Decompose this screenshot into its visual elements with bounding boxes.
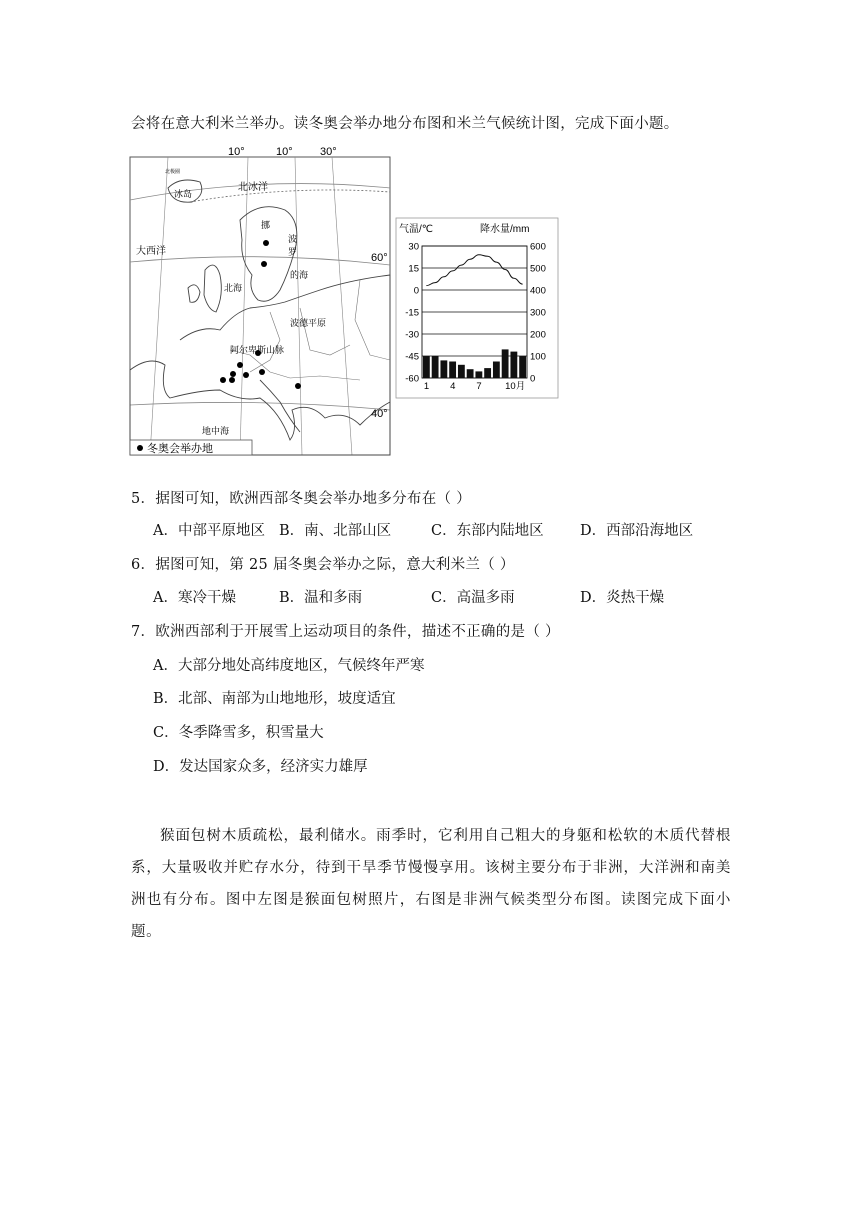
question-5-stem: 5．据图可知，欧洲西部冬奥会举办地多分布在（ ） (131, 491, 472, 507)
precip-tick-label: 600 (530, 241, 546, 253)
map-label-baltic: 的海 (290, 270, 309, 280)
precipitation-bar (484, 368, 491, 378)
question-5-option-d[interactable]: D．西部沿海地区 (580, 523, 694, 539)
lat-label: 40° (371, 408, 388, 420)
baobab-passage: 猴面包树木质疏松，最利储水。雨季时，它利用自己粗大的身躯和松软的木质代替根系，大量吸收并贮存水分，待到干旱季节慢慢享用。该树主要分布于非洲，大洋洲和南美洲也有分布。图中左图是猴面包树照片，右图是非洲气候类型分布图。读图完成下面小题。 (131, 828, 731, 940)
map-label-polish-plain: 波德平原 (290, 318, 327, 328)
question-6-option-b[interactable]: B．温和多雨 (279, 590, 363, 606)
question-5-option-c[interactable]: C．东部内陆地区 (431, 523, 544, 539)
question-6-option-d[interactable]: D．炎热干燥 (580, 590, 665, 606)
question-7-option-b[interactable]: B．北部、南部为山地地形，坡度适宜 (153, 691, 396, 707)
intro-line: 会将在意大利米兰举办。读冬奥会举办地分布图和米兰气候统计图，完成下面小题。 (131, 116, 679, 132)
x-tick-label: 10月 (505, 381, 526, 392)
precip-tick-label: 100 (530, 351, 546, 363)
precipitation-bar (493, 362, 500, 379)
question-7-option-a[interactable]: A．大部分地处高纬度地区，气候终年严寒 (153, 658, 425, 674)
precip-tick-label: 500 (530, 263, 546, 275)
milan-climate-chart (396, 218, 558, 398)
host-site-dot (259, 369, 265, 375)
question-6-option-a[interactable]: A．寒冷干燥 (153, 590, 236, 606)
precipitation-bar (449, 362, 456, 379)
temp-tick-label: 15 (408, 263, 419, 275)
host-site-dot (229, 377, 235, 383)
map-label-arctic-ocean: 北冰洋 (238, 182, 268, 193)
temp-tick-label: 0 (413, 285, 419, 297)
map-label-alps: 阿尔卑斯山脉 (230, 345, 285, 355)
europe-map (130, 146, 390, 455)
question-5-option-a[interactable]: A．中部平原地区 (153, 523, 265, 539)
precipitation-bar (432, 356, 439, 378)
host-site-dot (220, 377, 226, 383)
lat-label: 60° (371, 252, 388, 264)
legend-dot (137, 445, 143, 451)
precipitation-bar (458, 365, 465, 378)
host-site-dot (261, 261, 267, 267)
precipitation-bar (510, 352, 517, 378)
map-label-baltic: 波 (288, 234, 298, 244)
map-label-norway: 挪 (261, 220, 271, 230)
precip-tick-label: 300 (530, 307, 546, 319)
map-label-iceland: 冰岛 (174, 189, 193, 199)
x-tick-label: 1 (423, 381, 430, 392)
temp-tick-label: 30 (408, 241, 419, 253)
map-label-baltic: 罗 (288, 247, 298, 257)
precip-axis-label: 降水量/mm (480, 224, 530, 235)
question-6-option-c[interactable]: C．高温多雨 (431, 590, 515, 606)
lon-label: 10° (276, 146, 293, 158)
temp-tick-label: -60 (405, 373, 419, 385)
precipitation-bar (475, 371, 482, 378)
map-label-arctic-circle: 北极圈 (165, 169, 181, 175)
map-legend: 冬奥会举办地 (147, 443, 213, 455)
temp-tick-label: -15 (405, 307, 419, 319)
host-site-dot (243, 372, 249, 378)
question-7-option-c[interactable]: C．冬季降雪多，积雪量大 (153, 725, 324, 741)
temp-axis-label: 气温/℃ (399, 224, 434, 235)
map-label-north-sea: 北海 (224, 283, 243, 293)
question-7-option-d[interactable]: D．发达国家众多，经济实力雄厚 (153, 759, 368, 775)
host-site-dot (230, 371, 236, 377)
host-site-dot (237, 362, 243, 368)
x-tick-label: 4 (450, 381, 456, 392)
host-site-dot (295, 383, 301, 389)
question-6-stem: 6．据图可知，第 25 届冬奥会举办之际，意大利米兰（ ） (131, 557, 515, 573)
precipitation-bar (440, 360, 447, 378)
precip-tick-label: 400 (530, 285, 546, 297)
precip-tick-label: 200 (530, 329, 546, 341)
precipitation-bar (519, 356, 526, 378)
lon-label: 30° (320, 146, 337, 158)
temp-tick-label: -30 (405, 329, 419, 341)
question-5-option-b[interactable]: B．南、北部山区 (279, 523, 392, 539)
map-label-atlantic: 大西洋 (136, 246, 166, 257)
host-site-dot (263, 240, 269, 246)
figure-map-and-climate-chart (120, 140, 560, 470)
precipitation-bar (467, 369, 474, 378)
temp-tick-label: -45 (405, 351, 419, 363)
x-tick-label: 7 (476, 381, 482, 392)
lon-label: 10° (228, 146, 245, 158)
precip-tick-label: 0 (530, 373, 536, 385)
precipitation-bar (502, 349, 509, 378)
map-label-mediterranean: 地中海 (202, 426, 230, 436)
question-7-stem: 7．欧洲西部利于开展雪上运动项目的条件，描述不正确的是（ ） (131, 624, 560, 640)
precipitation-bar (423, 356, 430, 378)
